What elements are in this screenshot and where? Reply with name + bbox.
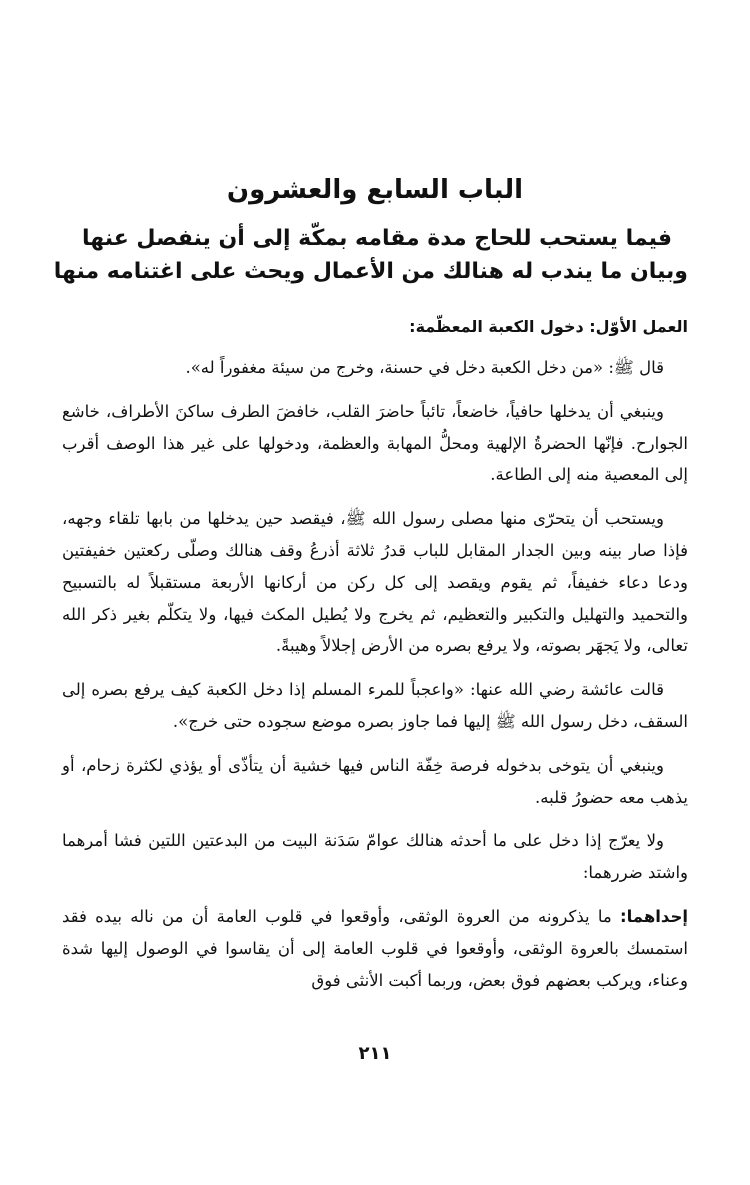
paragraph-prayer-place: ويستحب أن يتحرّى منها مصلى رسول الله ﷺ، فيقصد حين يدخلها من بابها تلقاء وجهه، فإذا صار بينه وبين الجدار المقابل للباب قدرُ ثلاثة أذرعُ وقف هنالك وصلّى ركعتين خفيفتين ودعا دعاء خفيفاً، ثم يقوم ويقصد إلى كل ركن من أركانها الأربعة مستقبلاً له بالتسبيح والتحميد والتهليل والتكبير والتعظيم، ثم يخرج ولا يُطيل المكث فيها، ولا يتكلّم بغير ذكر الله تعالى، ولا يَجهَر بصوته، ولا يرفع بصره من الأرض إجلالاً وهيبةً. — [62, 509, 688, 656]
paragraph-innovations: ولا يعرّج إذا دخل على ما أحدثه هنالك عوامّ سَدَنة البيت من البدعتين اللتين فشا أمرهما واشتد ضررهما: — [62, 831, 688, 883]
paragraph-first-innovation — [62, 901, 688, 996]
paragraph-crowd: وينبغي أن يتوخى بدخوله فرصة خِفّة الناس فيها خشية أن يتأذّى أو يؤذي لكثرة زحام، أو يذهب معه حضورُ قلبه. — [62, 755, 688, 807]
chapter-subtitle-line-2: وبيان ما يندب له هنالك من الأعمال ويحث على اغتنامه منها — [53, 259, 688, 284]
chapter-subtitle-line-1: فيما يستحب للحاج مدة مقامه بمكّة إلى أن ينفصل عنها — [81, 226, 672, 251]
chapter-title: الباب السابع والعشرون — [226, 175, 524, 205]
paragraph-hadith: قال ﷺ: «من دخل الكعبة دخل في حسنة، وخرج من سيئة مغفوراً له». — [185, 358, 664, 377]
page-number: ٢١١ — [358, 1043, 392, 1064]
paragraph-lead-text: ما يذكرونه من العروة الوثقى، وأوقعوا في قلوب العامة أن من ناله بيده فقد استمسك بالعروة الوثقى، وأوقعوا في قلوب العامة إلى أن يقاسوا في الوصول إليها شدة وعناء، ويركب بعضهم فوق بعض، وربما أكبت الأنثى فوق — [62, 906, 688, 990]
paragraph-etiquette: وينبغي أن يدخلها حافياً، خاضعاً، تائباً حاضرَ القلب، خافضَ الطرف ساكنَ الأطراف، خاشع الجوارح. فإنّها الحضرةُ الإلهية ومحلُّ المهابة والعظمة، ودخولها على غير هذا الوصف أقرب إلى المعصية منه إلى الطاعة. — [62, 401, 688, 485]
section-heading: العمل الأوّل: دخول الكعبة المعظّمة: — [409, 317, 688, 336]
paragraph-lead-label: إحداهما: — [619, 906, 688, 926]
paragraph-aisha-quote: قالت عائشة رضي الله عنها: «واعجباً للمرء المسلم إذا دخل الكعبة كيف يرفع بصره إلى السقف، دخل رسول الله ﷺ إليها فما جاوز بصره موضع سجوده حتى خرج». — [62, 680, 688, 731]
body-text — [62, 352, 688, 1008]
